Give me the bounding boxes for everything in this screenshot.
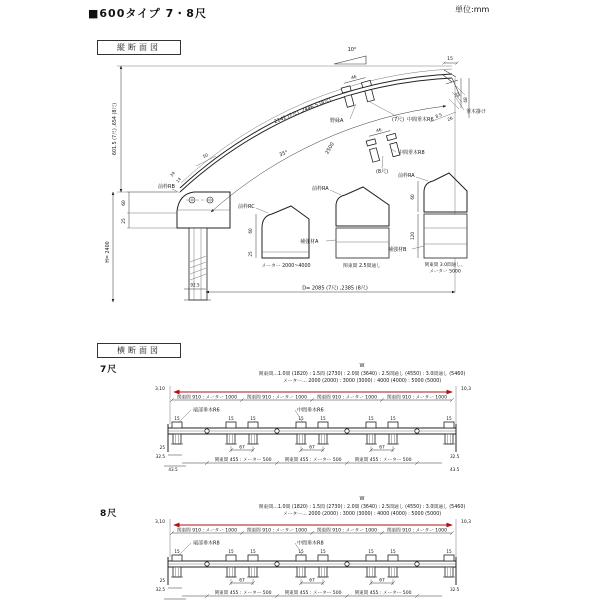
dim-67: 67 (309, 578, 315, 584)
rafter-cap (444, 555, 454, 561)
caption-meter-module: メーター 2000~4000 (261, 264, 311, 269)
rafter-cap (388, 422, 398, 428)
label-hokyo-a: 補強材A (300, 239, 319, 245)
dim-32-5-left: 32.5 (155, 587, 165, 592)
dim-60-box3: 60 (410, 194, 415, 200)
rafter-cap (172, 422, 182, 428)
label-maewaku-rb: 前枠RB (158, 184, 175, 190)
dim-15: 15 (250, 549, 256, 554)
rafter-cap (296, 422, 306, 428)
rafter-cap (226, 422, 236, 428)
bay-dim-label: 関東間 910 : メーター 1000 (176, 395, 238, 401)
bay-dim-label: 関東間 910 : メーター 1000 (316, 528, 378, 534)
unit-label: 単位:mm (455, 5, 490, 14)
rafter-cap (444, 422, 454, 428)
dim-60-box1: 60 (248, 228, 253, 234)
label-mid-rafter: 中間垂木R6 (297, 407, 324, 414)
rafter-body (227, 434, 235, 444)
rafter-body (367, 434, 375, 444)
bay-dim-label: 関東間 910 : メーター 1000 (316, 395, 378, 401)
label-chukan-taruki-7: 中間垂木R6 (407, 117, 434, 123)
dim-15: 15 (368, 416, 374, 421)
dim-35: 35 (456, 92, 461, 98)
dim-46: 46 (350, 74, 358, 82)
dim-15: 15 (390, 416, 396, 421)
bay-dim-label: 関東間 910 : メーター 1000 (386, 528, 448, 534)
bay-dim-label: 関東間 910 : メーター 1000 (386, 395, 448, 401)
dim-15: 15 (320, 549, 326, 554)
bolt-circle (415, 429, 419, 433)
rafter-body (319, 567, 327, 577)
label-maewaku-ra-1: 前枠RA (312, 186, 329, 192)
rafter-body (367, 567, 375, 577)
dim-post-height: H= 2400 (106, 241, 111, 263)
dim-34: 34 (168, 170, 177, 178)
rafter-body (297, 434, 305, 444)
label-end-rafter: 端部垂木R8 (193, 540, 220, 547)
rafter-cap (318, 422, 328, 428)
dim-15-eave: 15 (447, 57, 453, 62)
dim-15: 15 (390, 549, 396, 554)
dim-32-5-left: 32.5 (155, 454, 165, 459)
dim-14: 14 (174, 176, 183, 184)
dim-67: 67 (239, 578, 245, 584)
rafter-cap (366, 422, 376, 428)
module-line-meter: メーター… 2000 (2000) : 3000 (3000) : 4000 (4000) : 5000 (5000) (282, 512, 442, 517)
dim-15: 15 (368, 549, 374, 554)
rafter-cap (366, 555, 376, 561)
dim-15: 15 (298, 549, 304, 554)
rafter-body (445, 434, 453, 444)
dim-26: 26 (446, 115, 454, 122)
half-bay-dim-label: 関東間 455 : メーター 500 (214, 591, 272, 596)
label-maewaku-ra-2: 前枠RA (398, 173, 415, 179)
dim-48: 48 (464, 97, 469, 103)
caption-kanto-25: 関東間 2.5間通し (343, 264, 381, 269)
rafter-cap (388, 555, 398, 561)
half-bay-dim-label: 関東間 455 : メーター 500 (354, 458, 412, 463)
bolt-circle (415, 562, 419, 566)
caption-kanto-30: 関東間 3.0間通し、 (424, 263, 466, 268)
dim-15: 15 (228, 416, 234, 421)
half-bay-dim-label: 関東間 455 : メーター 500 (284, 458, 342, 463)
dim-32-5-right: 32.5 (450, 454, 460, 459)
rafter-body (173, 567, 181, 577)
dim-25-front: 25 (122, 218, 127, 224)
dim-15: 15 (228, 549, 234, 554)
corner-dim-left: 3,10 (154, 520, 165, 525)
dim-67: 67 (309, 445, 315, 451)
vertical-section-drawing (105, 47, 486, 302)
module-line-kanto: 関東間…1.0間 (1820) : 1.5間 (2730) : 2.0間 (3640) : 2.5間通し (4550) : 3.0間通し (5460) (258, 505, 466, 510)
bolt-circle (345, 429, 349, 433)
detail-box-kanto30 (424, 173, 467, 258)
dim-depth: D= 2085 (7尺) ,2385 (8尺) (302, 285, 368, 292)
label-maewaku-rc: 前枠RC (238, 204, 255, 210)
bay-dim-label: 関東間 910 : メーター 1000 (176, 528, 238, 534)
rafter-cap (318, 555, 328, 561)
dim-15: 15 (320, 416, 326, 421)
size-label-7shaku: 7尺 (100, 365, 118, 375)
half-bay-dim-label: 関東間 455 : メーター 500 (214, 458, 272, 463)
module-line-meter: メーター… 2000 (2000) : 3000 (3000) : 4000 (4000) : 5000 (5000) (282, 379, 442, 384)
rafter-cap (226, 555, 236, 561)
rafter-body (297, 567, 305, 577)
bay-dim-label: 関東間 910 : メーター 1000 (246, 395, 308, 401)
label-mid-rafter: 中間垂木R8 (297, 540, 324, 547)
page-title: ■600タイプ 7・8尺 (88, 7, 207, 20)
bolt-circle (345, 562, 349, 566)
dim-67: 67 (379, 578, 385, 584)
cross-section-7shaku (155, 363, 471, 472)
rafter-body (389, 434, 397, 444)
label-tarukigake: 垂木掛け (466, 109, 487, 115)
dim-height-left: 601.5 (7尺) ,654 (8尺) (113, 102, 118, 156)
dim-15: 15 (174, 549, 180, 554)
dim-67: 67 (239, 445, 245, 451)
dim-arc-angle: 35° (278, 149, 289, 159)
w-dim-label: W (359, 363, 365, 369)
dim-92-5: 92.5 (190, 282, 200, 288)
dim-radius: 2500 (324, 141, 336, 156)
dim-15: 15 (446, 416, 452, 421)
dim-43-5-left: 43.5 (168, 467, 178, 472)
dim-120-box3: 120 (410, 232, 415, 240)
dim-8-5: 8.5 (434, 111, 443, 119)
rafter-body (249, 434, 257, 444)
dim-46b: 46 (375, 127, 383, 135)
label-size8: (8尺) (375, 169, 389, 175)
dim-arc-length: 2142 (7尺) ,2446.5 (8尺) (273, 96, 332, 126)
corner-dim-left: 3,10 (154, 387, 165, 392)
size-label-8shaku: 8尺 (100, 509, 118, 519)
label-chukan-taruki-8: 中間垂木R8 (398, 150, 425, 156)
rafter-cap (248, 555, 258, 561)
rafter-cap (248, 422, 258, 428)
section-label-vertical: 縦断面図 (97, 40, 181, 55)
rafter-body (227, 567, 235, 577)
rafter-cap (296, 555, 306, 561)
label-size7: (7尺) (392, 117, 405, 123)
module-line-kanto: 関東間…1.0間 (1820) : 1.5間 (2730) : 2.0間 (3640) : 2.5間通し (4550) : 3.0間通し (5460) (258, 372, 466, 377)
rafter-body (445, 567, 453, 577)
dim-67: 67 (379, 445, 385, 451)
label-nobuchi: 野縁A (330, 118, 344, 124)
bay-dim-label: 関東間 910 : メーター 1000 (246, 528, 308, 534)
w-dim-label: W (359, 496, 365, 502)
half-bay-dim-label: 関東間 455 : メーター 500 (284, 591, 342, 596)
corner-dim-right: 10,3 (461, 387, 472, 392)
bolt-circle (205, 562, 209, 566)
cross-section-8shaku (155, 496, 471, 600)
bolt-circle (275, 562, 279, 566)
rafter-cap (172, 555, 182, 561)
label-hokyo-b: 補強材B (388, 247, 407, 253)
rafter-body (319, 434, 327, 444)
caption-kanto-30-meter: メーター 5000 (429, 269, 461, 275)
dim-15: 15 (250, 416, 256, 421)
dim-50: 50 (201, 152, 209, 160)
bolt-circle (275, 429, 279, 433)
half-bay-dim-label: 関東間 455 : メーター 500 (354, 591, 412, 596)
dim-25-left: 25 (159, 445, 165, 450)
rafter-body (389, 567, 397, 577)
rafter-body (249, 567, 257, 577)
dim-25-box1: 25 (248, 251, 253, 257)
cross-sections-layer (155, 363, 471, 600)
dim-25-left: 25 (159, 578, 165, 583)
bolt-circle (205, 429, 209, 433)
dim-43-5-right: 43.5 (450, 467, 460, 472)
dim-60-front: 60 (122, 200, 127, 206)
eave-detail (443, 70, 465, 109)
dim-slope-angle: 10° (347, 47, 357, 53)
rafter-body (173, 434, 181, 444)
front-frame-post (177, 192, 230, 300)
dim-15: 15 (298, 416, 304, 421)
detail-box-maewaku-rc (262, 206, 309, 258)
dim-32-5-right: 32.5 (450, 587, 460, 592)
dim-15: 15 (446, 549, 452, 554)
dim-15: 15 (174, 416, 180, 421)
detail-box-kanto25 (336, 187, 389, 258)
label-end-rafter: 端部垂木R6 (193, 407, 220, 414)
corner-dim-right: 10,3 (461, 520, 472, 525)
rafter-cluster-8shaku (364, 124, 401, 163)
section-label-horizontal: 横断面図 (97, 343, 181, 358)
